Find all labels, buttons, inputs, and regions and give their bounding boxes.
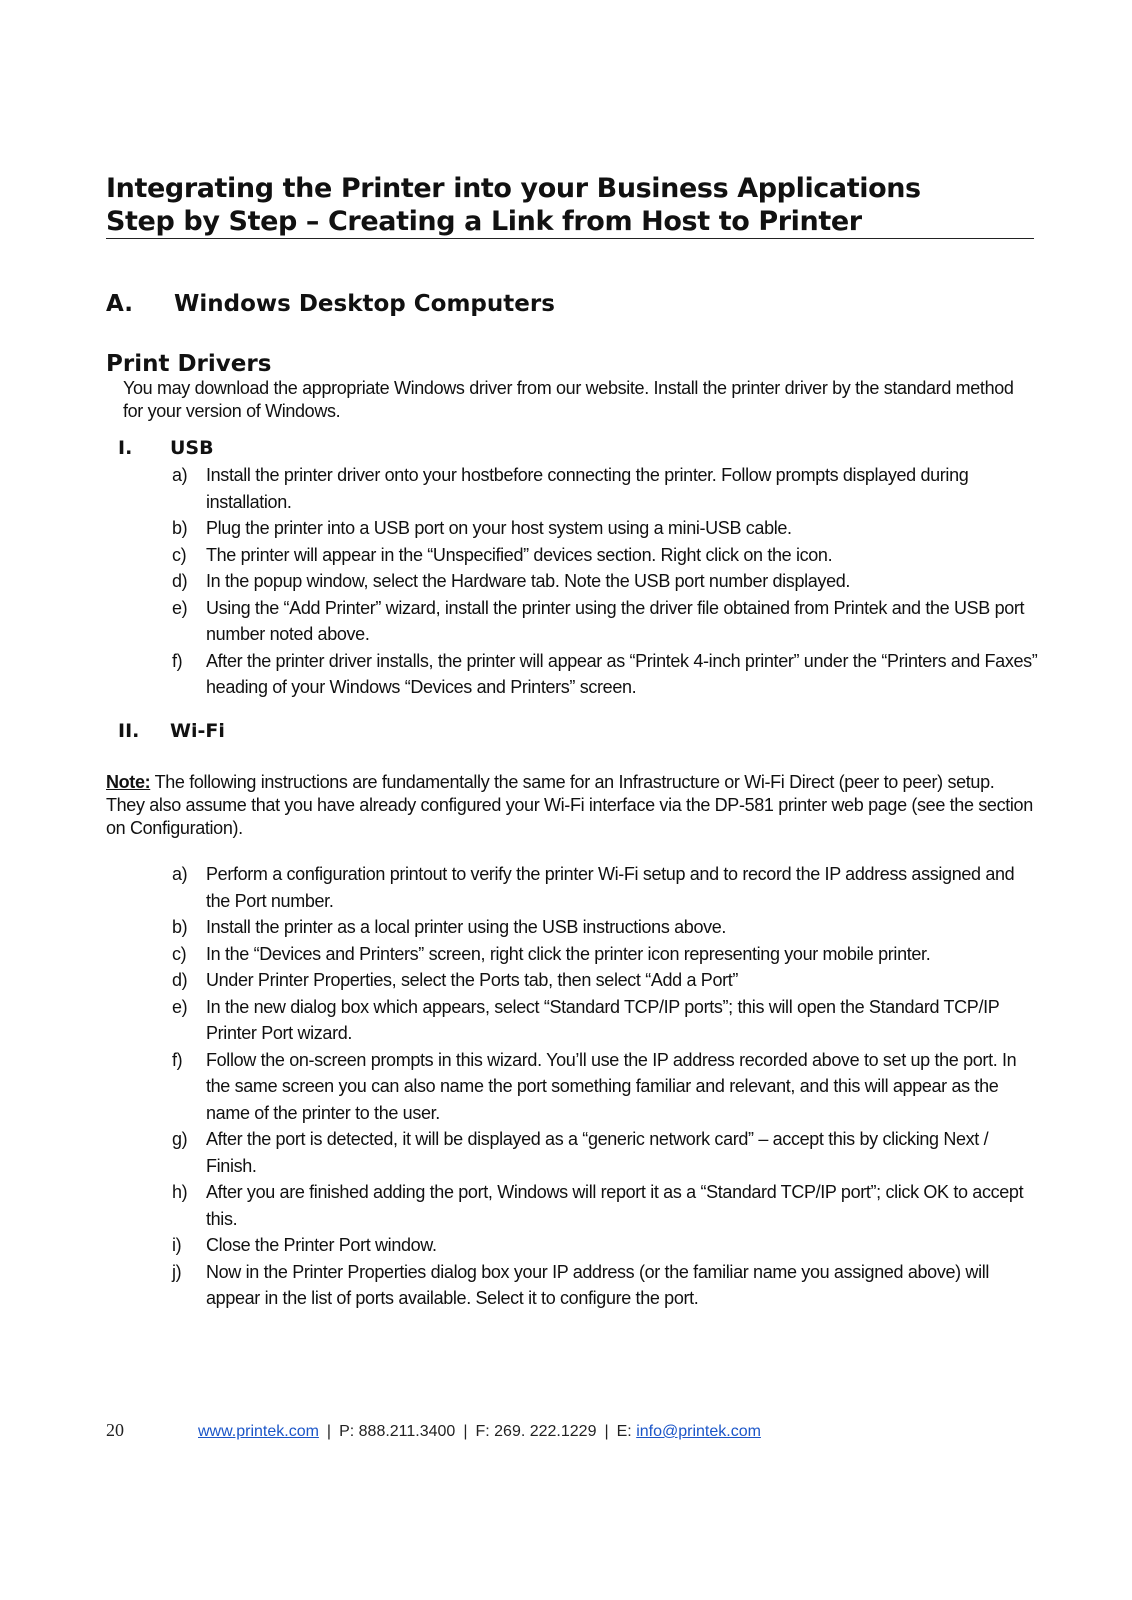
usb-number: I. bbox=[118, 437, 133, 459]
list-item bbox=[172, 1126, 1038, 1179]
list-item bbox=[172, 941, 1038, 968]
section-heading-windows bbox=[106, 290, 555, 318]
list-item bbox=[172, 967, 1038, 994]
list-item-label: d) bbox=[172, 970, 188, 990]
list-item-text: After you are finished adding the port, Windows will report it as a “Standard TCP/IP port”; click OK to accept this. bbox=[206, 1182, 1024, 1229]
list-item-label: h) bbox=[172, 1182, 188, 1202]
list-item-text: Install the printer driver onto your hostbefore connecting the printer. Follow prompts displayed during installation. bbox=[206, 465, 969, 512]
section-number: A. bbox=[106, 291, 133, 317]
list-item-label: d) bbox=[172, 571, 188, 591]
website-link[interactable]: www.printek.com bbox=[198, 1423, 319, 1440]
list-item bbox=[172, 542, 1038, 569]
section-label: Windows Desktop Computers bbox=[174, 291, 555, 317]
footer-email-prefix: E: bbox=[616, 1423, 632, 1440]
list-item-text: Using the “Add Printer” wizard, install the printer using the driver file obtained from Printek and the USB port number noted above. bbox=[206, 597, 1025, 644]
list-item-text: The printer will appear in the “Unspecified” devices section. Right click on the icon. bbox=[206, 544, 833, 565]
list-item bbox=[172, 994, 1038, 1047]
page-title bbox=[106, 172, 1034, 239]
wifi-number: II. bbox=[118, 720, 140, 742]
list-item bbox=[172, 648, 1038, 701]
list-item bbox=[172, 1259, 1038, 1312]
footer-separator: | bbox=[326, 1423, 332, 1440]
note-text: The following instructions are fundamentally the same for an Infrastructure or Wi-Fi Direct (peer to peer) setup. They also assume that you have already configured your Wi-Fi interface via the DP-581 printer web page (see the section on Configuration). bbox=[106, 772, 1033, 838]
wifi-note bbox=[106, 771, 1036, 840]
list-item-label: b) bbox=[172, 917, 188, 937]
note-label: Note: bbox=[106, 772, 151, 792]
list-item-label: f) bbox=[172, 1049, 183, 1070]
list-item-label: a) bbox=[172, 465, 188, 485]
list-item-label: f) bbox=[172, 650, 183, 671]
title-line-1: Integrating the Printer into your Business Applications bbox=[106, 173, 921, 204]
wifi-steps-list bbox=[172, 861, 1038, 1312]
list-item bbox=[172, 861, 1038, 914]
page-footer bbox=[106, 1420, 761, 1441]
list-item-text: After the port is detected, it will be displayed as a “generic network card” – accept this by clicking Next / Finish. bbox=[206, 1129, 989, 1176]
list-item-text: In the “Devices and Printers” screen, right click the printer icon representing your mobile printer. bbox=[206, 943, 931, 964]
print-drivers-heading: Print Drivers bbox=[106, 351, 272, 377]
list-item bbox=[172, 1047, 1038, 1127]
list-item-label: i) bbox=[172, 1235, 182, 1255]
list-item bbox=[172, 914, 1038, 941]
list-item-label: b) bbox=[172, 518, 188, 538]
list-item-label: a) bbox=[172, 864, 188, 884]
footer-phone: P: 888.211.3400 bbox=[339, 1423, 456, 1440]
list-item-label: c) bbox=[172, 544, 187, 565]
print-drivers-intro: You may download the appropriate Windows driver from our website. Install the printer driver by the standard method for your version of Windows. bbox=[123, 378, 1014, 421]
list-item-label: c) bbox=[172, 943, 187, 964]
usb-heading bbox=[118, 436, 214, 460]
list-item bbox=[172, 515, 1038, 542]
wifi-heading bbox=[118, 719, 225, 743]
list-item bbox=[172, 595, 1038, 648]
page-number: 20 bbox=[106, 1420, 124, 1440]
list-item bbox=[172, 462, 1038, 515]
list-item bbox=[172, 1232, 1038, 1259]
footer-separator: | bbox=[604, 1423, 609, 1440]
list-item-text: Install the printer as a local printer using the USB instructions above. bbox=[206, 917, 727, 937]
usb-steps-list bbox=[172, 462, 1038, 701]
footer-separator: | bbox=[463, 1423, 468, 1440]
list-item bbox=[172, 1179, 1038, 1232]
list-item-text: Follow the on-screen prompts in this wizard. You’ll use the IP address recorded above to set up the port. In the same screen you can also name the port something familiar and relevant, and this will appear as the name of the printer to the user. bbox=[206, 1049, 1017, 1123]
wifi-label: Wi-Fi bbox=[170, 720, 225, 742]
list-item bbox=[172, 568, 1038, 595]
email-link[interactable]: info@printek.com bbox=[636, 1423, 761, 1440]
usb-label: USB bbox=[170, 437, 214, 459]
list-item-text: After the printer driver installs, the printer will appear as “Printek 4-inch printer” under the “Printers and Faxes” heading of your Windows “Devices and Printers” screen. bbox=[206, 650, 1038, 697]
list-item-text: Close the Printer Port window. bbox=[206, 1235, 437, 1255]
list-item-label: j) bbox=[172, 1261, 182, 1282]
list-item-text: Plug the printer into a USB port on your host system using a mini-USB cable. bbox=[206, 518, 792, 538]
list-item-label: g) bbox=[172, 1129, 188, 1149]
list-item-text: Perform a configuration printout to verify the printer Wi-Fi setup and to record the IP address assigned and the Port number. bbox=[206, 864, 1015, 911]
list-item-label: e) bbox=[172, 597, 188, 618]
footer-fax: F: 269. 222.1229 bbox=[475, 1423, 597, 1440]
list-item-text: In the popup window, select the Hardware tab. Note the USB port number displayed. bbox=[206, 571, 851, 591]
list-item-text: In the new dialog box which appears, select “Standard TCP/IP ports”; this will open the Standard TCP/IP Printer Port wizard. bbox=[206, 996, 1000, 1043]
list-item-label: e) bbox=[172, 996, 188, 1017]
list-item-text: Now in the Printer Properties dialog box your IP address (or the familiar name you assigned above) will appear in the list of ports available. Select it to configure the port. bbox=[206, 1261, 990, 1308]
list-item-text: Under Printer Properties, select the Ports tab, then select “Add a Port” bbox=[206, 970, 739, 990]
title-line-2: Step by Step – Creating a Link from Host to Printer bbox=[106, 206, 862, 237]
